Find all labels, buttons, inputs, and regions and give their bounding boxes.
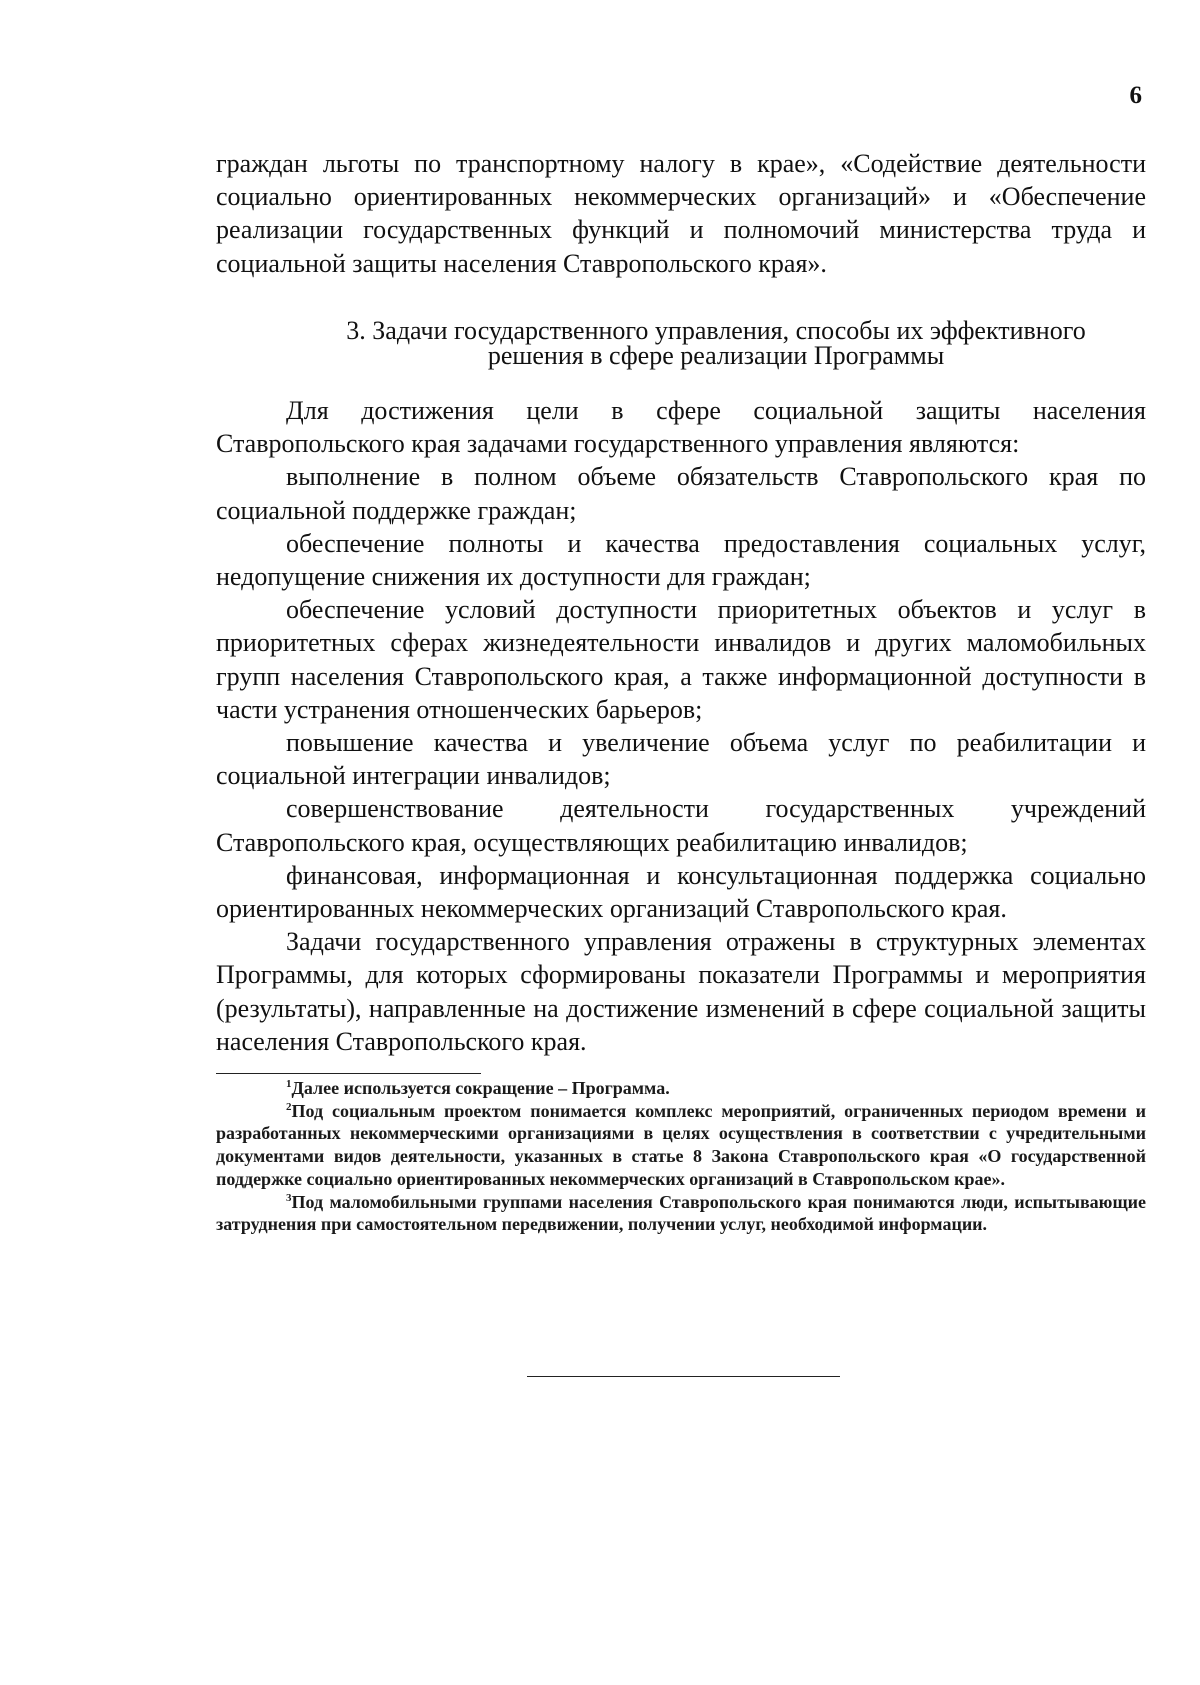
section-heading-line-2: решения в сфере реализации Программы [487,341,945,370]
footnote-separator [216,1073,481,1074]
end-of-document-rule [527,1376,840,1377]
tasks-intro-paragraph: Для достижения цели в сфере социальной защиты населения Ставропольского края задачами государственного управления являются: [216,396,1146,459]
task-item: обеспечение условий доступности приоритетных объектов и услуг в приоритетных сферах жизнедеятельности инвалидов и других маломобильных групп населения Ставропольского края, а также информационной доступности в части устранения отношенческих барьеров; [216,595,1146,724]
footnote [216,1100,1146,1191]
footnote [216,1191,1146,1236]
task-item: выполнение в полном объеме обязательств Ставропольского края по социальной поддержке граждан; [216,462,1146,525]
task-item: обеспечение полноты и качества предоставления социальных услуг, недопущение снижения их доступности для граждан; [216,528,1146,592]
footnotes [216,1077,1146,1236]
footnote-text: Далее используется сокращение – Программа. [291,1078,670,1098]
closing-paragraph: Задачи государственного управления отражены в структурных элементах Программы, для которых сформированы показатели Программы и мероприятия (результаты), направленные на достижение изменений в сфере социальной защиты населения Ставропольского края. [216,927,1146,1056]
continuation-paragraph [216,147,1146,280]
footnote-mark: 1 [286,1078,292,1090]
section-heading [216,318,1146,368]
footnote [216,1077,1146,1100]
footnote-text: Под социальным проектом понимается комплекс мероприятий, ограниченных периодом времени и разработанных некоммерческими организациями в целях осуществления в соответствии с учредительными документами видов деятельности, указанных в статье 8 Закона Ставропольского края «О государственной поддержке социально ориентированных некоммерческих организаций в Ставропольском крае». [216,1100,1146,1189]
task-item: повышение качества и увеличение объема услуг по реабилитации и социальной интеграции инвалидов; [216,728,1146,791]
task-item: финансовая, информационная и консультационная поддержка социально ориентированных некоммерческих организаций Ставропольского края. [216,860,1146,924]
footnote-mark: 2 [286,1100,292,1113]
section-body [216,394,1146,1058]
page-number: 6 [1129,82,1142,109]
task-item: совершенствование деятельности государственных учреждений Ставропольского края, осуществляющих реабилитацию инвалидов; [216,794,1146,857]
footnote-mark: 3 [286,1191,292,1204]
intro-paragraph-text: граждан льготы по транспортному налогу в крае», «Содействие деятельности социально ориентированных некоммерческих организаций» и «Обеспечение реализации государственных функций и полномочий министерства труда и социальной защиты населения Ставропольского края». [216,149,1146,278]
footnote-text: Под маломобильными группами населения Ставропольского края понимаются люди, испытывающие затруднения при самостоятельном передвижении, получении услуг, необходимой информации. [216,1191,1146,1235]
section-heading-line-1: 3. Задачи государственного управления, способы их эффективного [346,316,1086,345]
